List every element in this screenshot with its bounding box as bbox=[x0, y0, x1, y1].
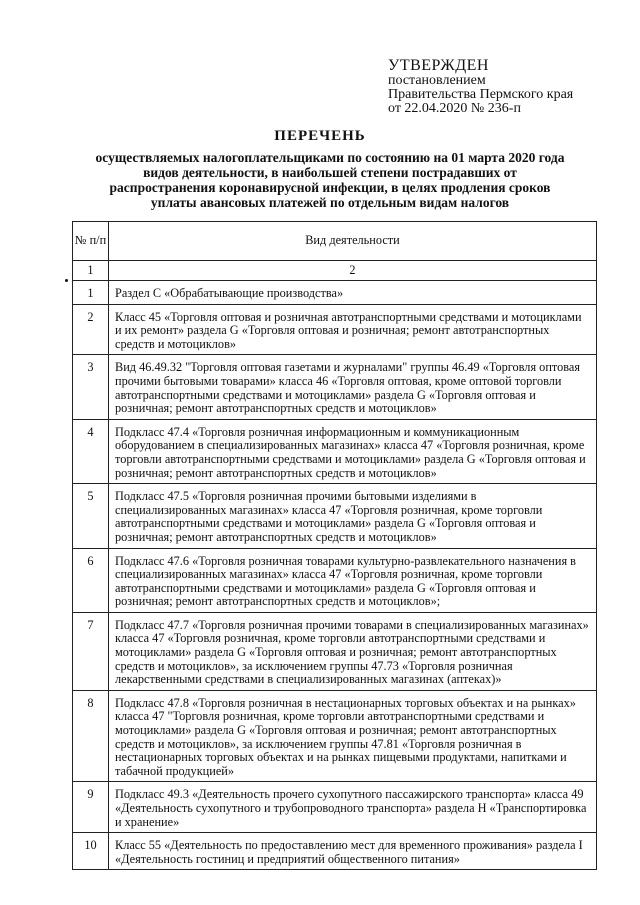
row-number: 10 bbox=[73, 833, 109, 870]
row-activity: Подкласс 47.4 «Торговля розничная информационным и коммуникационным оборудованием в специализированных магазинах» класса 47 «Торговля розничная, кроме торговли автотранспортными средствами и мотоциклами» раздела G «Торговля оптовая и розничная; ремонт автотранспортных средств и мотоциклов» bbox=[109, 419, 597, 483]
row-number: 8 bbox=[73, 690, 109, 782]
header-num: № п/п bbox=[73, 222, 109, 261]
table-row bbox=[73, 419, 597, 483]
row-activity: Подкласс 47.6 «Торговля розничная товарами культурно-развлекательного назначения в специализированных магазинах» класса 47 «Торговля розничная, кроме торговли автотранспортными средствами и мотоциклами» раздела G «Торговля оптовая и розничная; ремонт автотранспортных средств и мотоциклов»; bbox=[109, 548, 597, 612]
row-number: 6 bbox=[73, 548, 109, 612]
row-number: 3 bbox=[73, 355, 109, 419]
document-title: ПЕРЕЧЕНЬ bbox=[274, 128, 366, 144]
table-row bbox=[73, 484, 597, 548]
approval-heading: УТВЕРЖДЕН bbox=[388, 57, 489, 74]
table-row bbox=[73, 548, 597, 612]
document-subtitle: осуществляемых налогоплательщиками по состоянию на 01 марта 2020 года видов деятельности, в наибольшей степени пострадавших от распространения коронавирусной инфекции, в целях продления сроков уплаты авансовых платежей по отдельным видам налогов bbox=[95, 150, 565, 210]
table-header-row bbox=[73, 222, 597, 261]
margin-dot bbox=[65, 279, 68, 282]
row-activity: Вид 46.49.32 "Торговля оптовая газетами и журналами" группы 46.49 «Торговля оптовая прочими бытовыми товарами» класса 46 «Торговля оптовая, кроме оптовой торговли автотранспортными средствами и мотоциклами» раздела G «Торговля оптовая и розничная; ремонт автотранспортных средств и мотоциклов» bbox=[109, 355, 597, 419]
row-activity: Подкласс 47.8 «Торговля розничная в нестационарных торговых объектах и на рынках» класса 47 "Торговля розничная, кроме торговли автотранспортными средствами и мотоциклами» раздела G «Торговля оптовая и розничная; ремонт автотранспортных средств и мотоциклов», за исключением группы 47.81 «Торговля розничная в нестационарных торговых объектах и на рынках пищевыми продуктами, напитками и табачной продукцией» bbox=[109, 690, 597, 782]
row-number: 5 bbox=[73, 484, 109, 548]
table-row bbox=[73, 612, 597, 690]
approval-line-3: от 22.04.2020 № 236-п bbox=[388, 101, 521, 116]
table-row bbox=[73, 304, 597, 355]
row-activity: Класс 45 «Торговля оптовая и розничная автотранспортными средствами и мотоциклами и их ремонт» раздела G «Торговля оптовая и розничная; ремонт автотранспортных средств и мотоциклов» bbox=[109, 304, 597, 355]
row-activity: Подкласс 47.7 «Торговля розничная прочими товарами в специализированных магазинах» класса 47 «Торговля розничная, кроме торговли автотранспортными средствами и мотоциклами» раздела G «Торговля оптовая и розничная; ремонт автотранспортных средств и мотоциклов», за исключением группы 47.73 «Торговля розничная лекарственными средствами в специализированных магазинах (аптеках)» bbox=[109, 612, 597, 690]
row-activity: Раздел С «Обрабатывающие производства» bbox=[109, 281, 597, 305]
approval-block bbox=[388, 58, 628, 116]
table-row bbox=[73, 833, 597, 870]
column-index-1: 1 bbox=[73, 261, 109, 281]
table-row bbox=[73, 281, 597, 305]
column-index-row bbox=[73, 261, 597, 281]
row-number: 2 bbox=[73, 304, 109, 355]
row-number: 4 bbox=[73, 419, 109, 483]
row-activity: Класс 55 «Деятельность по предоставлению мест для временного проживания» раздела I «Деятельность гостиниц и предприятий общественного питания» bbox=[109, 833, 597, 870]
column-index-2: 2 bbox=[109, 261, 597, 281]
table-row bbox=[73, 782, 597, 833]
approval-line-1: постановлением bbox=[388, 73, 486, 88]
row-activity: Подкласс 47.5 «Торговля розничная прочими бытовыми изделиями в специализированных магазинах» класса 47 «Торговля розничная, кроме торговли автотранспортными средствами и мотоциклами» раздела G «Торговля оптовая и розничная; ремонт автотранспортных средств и мотоциклов» bbox=[109, 484, 597, 548]
activities-table bbox=[72, 221, 597, 870]
approval-line-2: Правительства Пермского края bbox=[388, 87, 574, 102]
table-row bbox=[73, 355, 597, 419]
row-number: 9 bbox=[73, 782, 109, 833]
row-activity: Подкласс 49.3 «Деятельность прочего сухопутного пассажирского транспорта» класса 49 «Деятельность сухопутного и трубопроводного транспорта» раздела Н «Транспортировка и хранение» bbox=[109, 782, 597, 833]
table-row bbox=[73, 690, 597, 782]
header-activity: Вид деятельности bbox=[109, 222, 597, 261]
row-number: 7 bbox=[73, 612, 109, 690]
row-number: 1 bbox=[73, 281, 109, 305]
